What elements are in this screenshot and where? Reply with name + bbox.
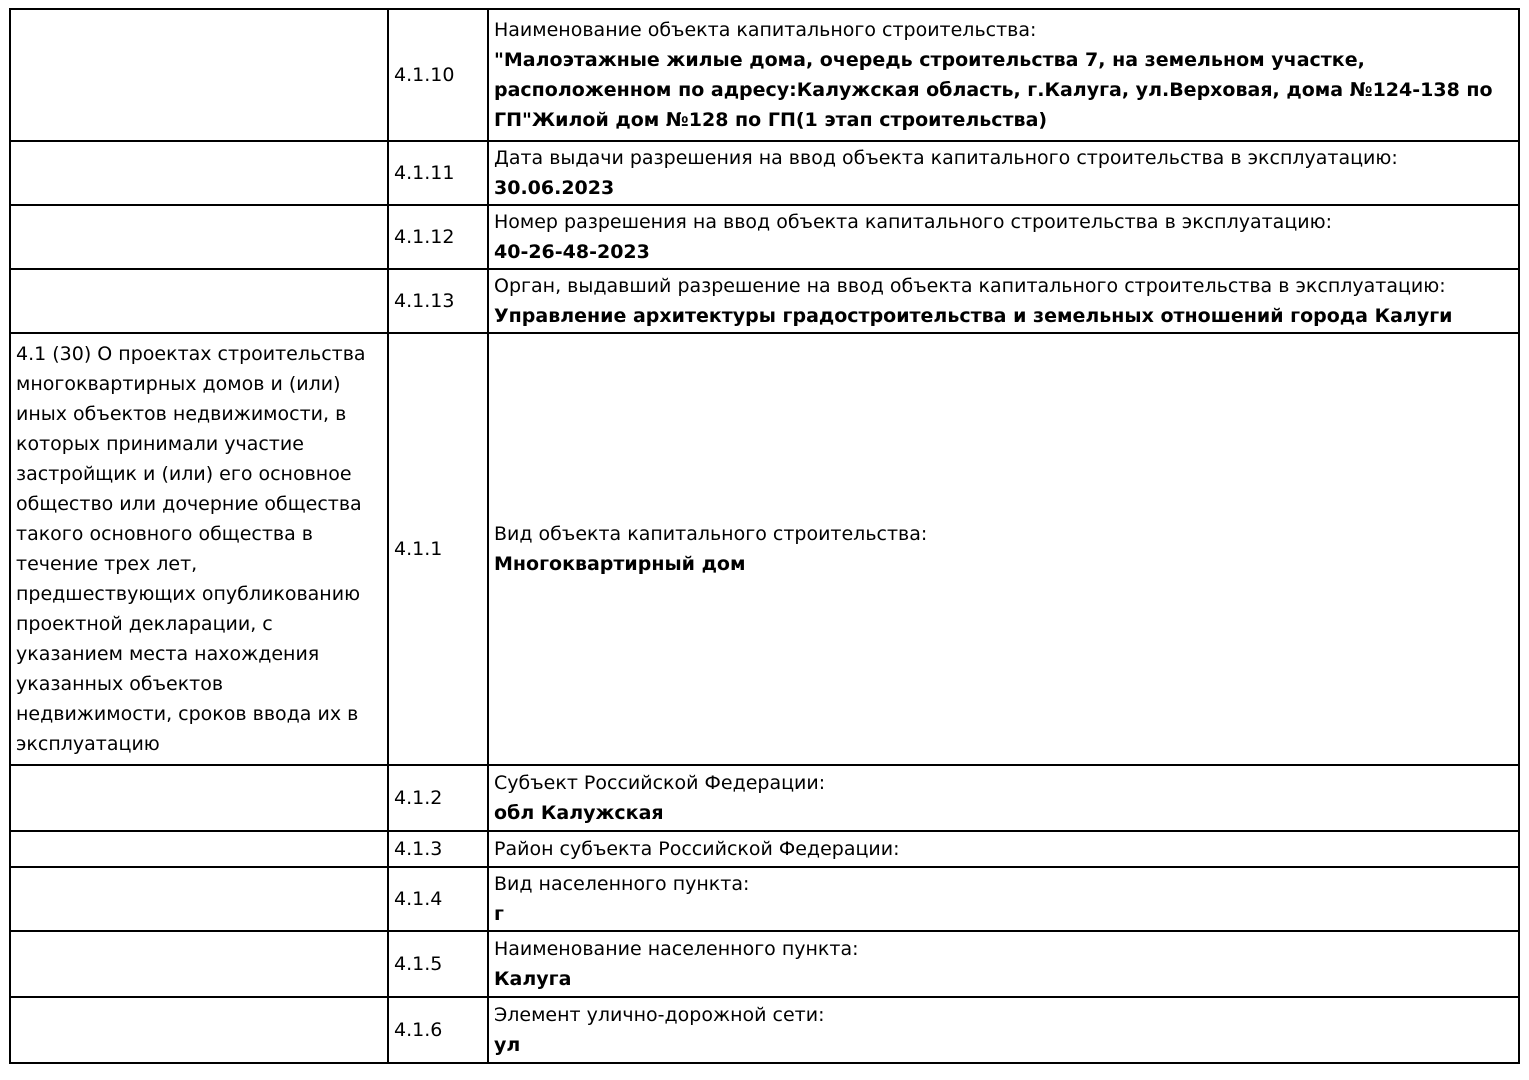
section-cell bbox=[10, 867, 388, 931]
table-row bbox=[10, 141, 1519, 205]
section-cell bbox=[10, 9, 388, 141]
field-value: "Малоэтажные жилые дома, очередь строительства 7, на земельном участке, расположенном по адресу:Калужская область, г.Калуга, ул.Верховая, дома №124-138 по ГП"Жилой дом №128 по ГП(1 этап строительства) bbox=[494, 49, 1493, 131]
section-cell bbox=[10, 141, 388, 205]
table-row bbox=[10, 931, 1519, 997]
field-cell bbox=[488, 931, 1519, 997]
item-number-cell: 4.1.11 bbox=[388, 141, 488, 205]
field-cell bbox=[488, 205, 1519, 269]
table-row bbox=[10, 9, 1519, 141]
field-cell bbox=[488, 765, 1519, 831]
field-cell bbox=[488, 997, 1519, 1063]
item-number-cell: 4.1.12 bbox=[388, 205, 488, 269]
table-row bbox=[10, 867, 1519, 931]
item-number-cell: 4.1.10 bbox=[388, 9, 488, 141]
table-row bbox=[10, 831, 1519, 867]
field-label: Дата выдачи разрешения на ввод объекта капитального строительства в эксплуатацию: bbox=[494, 147, 1398, 169]
field-value: г bbox=[494, 903, 504, 925]
field-label: Наименование объекта капитального строительства: bbox=[494, 19, 1037, 41]
field-cell bbox=[488, 867, 1519, 931]
field-label: Номер разрешения на ввод объекта капитального строительства в эксплуатацию: bbox=[494, 211, 1332, 233]
section-cell: 4.1 (30) О проектах строительства многоквартирных домов и (или) иных объектов недвижимости, в которых принимали участие застройщик и (или) его основное общество или дочерние общества такого основного общества в течение трех лет, предшествующих опубликованию проектной декларации, с указанием места нахождения указанных объектов недвижимости, сроков ввода их в эксплуатацию bbox=[10, 333, 388, 765]
field-cell bbox=[488, 9, 1519, 141]
table-row bbox=[10, 269, 1519, 333]
table-row bbox=[10, 997, 1519, 1063]
project-declaration-table bbox=[9, 8, 1520, 1064]
field-label: Наименование населенного пункта: bbox=[494, 938, 859, 960]
item-number-cell: 4.1.3 bbox=[388, 831, 488, 867]
item-number-cell: 4.1.1 bbox=[388, 333, 488, 765]
field-value: 40-26-48-2023 bbox=[494, 241, 650, 263]
field-label: Орган, выдавший разрешение на ввод объекта капитального строительства в эксплуатацию: bbox=[494, 275, 1446, 297]
field-value: ул bbox=[494, 1034, 521, 1056]
item-number-cell: 4.1.13 bbox=[388, 269, 488, 333]
field-cell bbox=[488, 141, 1519, 205]
section-cell bbox=[10, 831, 388, 867]
field-label: Элемент улично-дорожной сети: bbox=[494, 1004, 825, 1026]
field-value: обл Калужская bbox=[494, 802, 664, 824]
item-number-cell: 4.1.6 bbox=[388, 997, 488, 1063]
section-cell bbox=[10, 931, 388, 997]
table-row bbox=[10, 333, 1519, 765]
item-number-cell: 4.1.4 bbox=[388, 867, 488, 931]
field-value: Многоквартирный дом bbox=[494, 553, 746, 575]
field-label: Субъект Российской Федерации: bbox=[494, 772, 826, 794]
section-cell bbox=[10, 205, 388, 269]
field-cell bbox=[488, 831, 1519, 867]
field-value: 30.06.2023 bbox=[494, 177, 615, 199]
field-cell bbox=[488, 269, 1519, 333]
section-cell bbox=[10, 269, 388, 333]
section-cell bbox=[10, 765, 388, 831]
table-row bbox=[10, 205, 1519, 269]
field-label: Вид населенного пункта: bbox=[494, 873, 750, 895]
field-label: Район субъекта Российской Федерации: bbox=[494, 838, 900, 860]
field-cell bbox=[488, 333, 1519, 765]
item-number-cell: 4.1.2 bbox=[388, 765, 488, 831]
field-label: Вид объекта капитального строительства: bbox=[494, 523, 928, 545]
table-row bbox=[10, 765, 1519, 831]
field-value: Калуга bbox=[494, 968, 572, 990]
item-number-cell: 4.1.5 bbox=[388, 931, 488, 997]
section-cell bbox=[10, 997, 388, 1063]
field-value: Управление архитектуры градостроительства и земельных отношений города Калуги bbox=[494, 305, 1453, 327]
